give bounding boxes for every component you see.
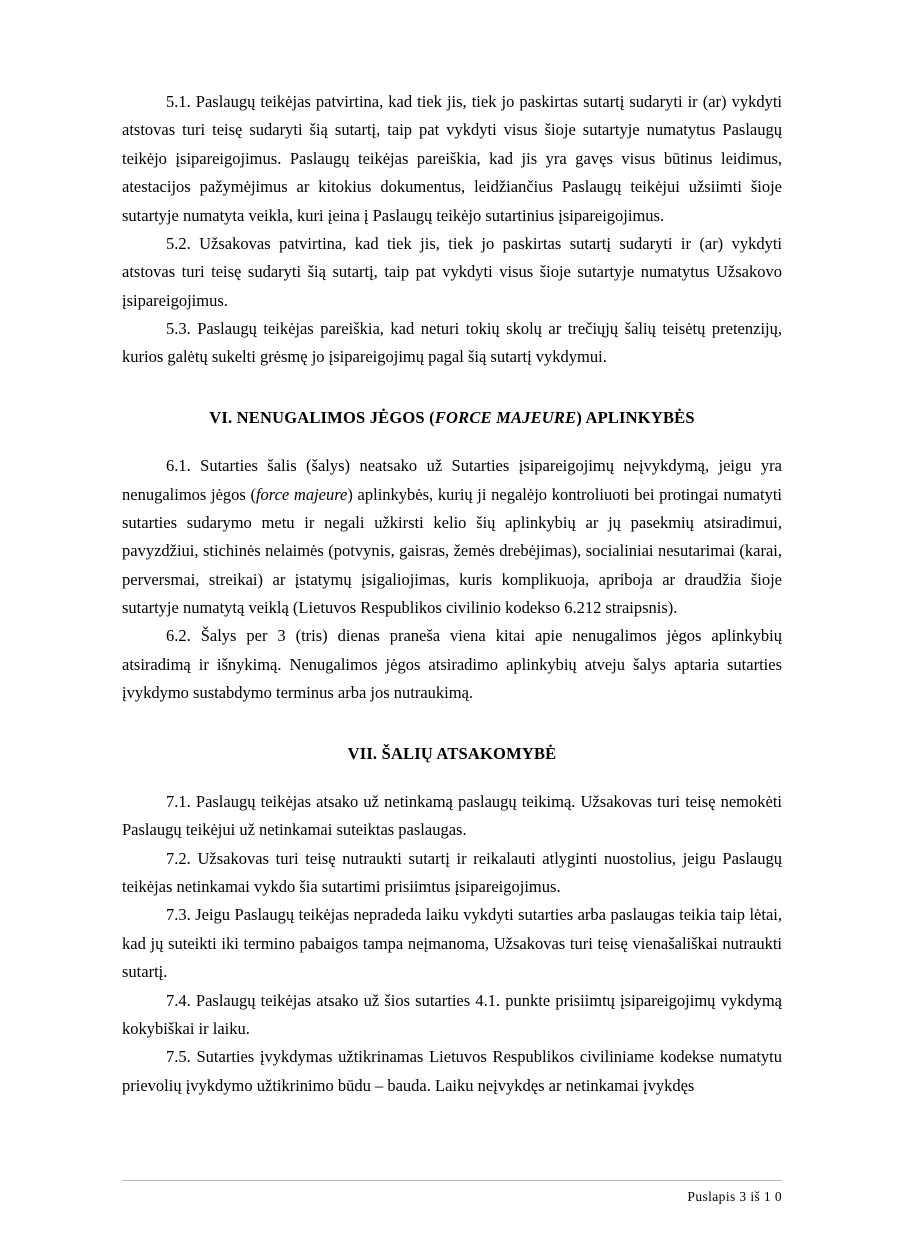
heading-vii: VII. ŠALIŲ ATSAKOMYBĖ (347, 743, 557, 763)
page-footer (122, 1180, 782, 1205)
clause-6-1-italic: force majeure (255, 484, 348, 504)
clause-5-3: 5.3. Paslaugų teikėjas pareiškia, kad neturi tokių skolų ar trečiųjų šalių teisėtų pretenzijų, kurios galėtų sukelti grėsmę jo įsipareigojimų pagal šią sutartį vykdymui. (122, 319, 782, 367)
clause-6-1-part-2: ) aplinkybės, kurių ji negalėjo kontroliuoti bei protingai numatyti sutarties sudarymo metu ir negali užkirsti kelio šių aplinkybių ar jų pasekmių atsiradimui, pavyzdžiui, stichinės nelaimės (potvynis, gaisras, žemės drebėjimas), socialiniai nesutarimai (karai, perversmai, streikai) ar įstatymų įsigaliojimas, kuris komplikuoja, apriboja ar draudžia šioje sutartyje numatytą veiklą (Lietuvos Respublikos civilinio kodekso 6.212 straipsnis). (122, 484, 782, 617)
heading-vi-italic: FORCE MAJEURE (434, 407, 577, 427)
clause-7-2: 7.2. Užsakovas turi teisę nutraukti sutartį ir reikalauti atlyginti nuostolius, jeigu Paslaugų teikėjas netinkamai vykdo šia sutartimi prisiimtus įsipareigojimus. (122, 848, 782, 896)
page-number-label: Puslapis 3 iš 1 0 (687, 1189, 782, 1204)
clause-6-2: 6.2. Šalys per 3 (tris) dienas praneša viena kitai apie nenugalimos jėgos aplinkybių atsiradimą ir išnykimą. Nenugalimos jėgos atsiradimo aplinkybių atveju šalys aptaria sutarties įvykdymo sustabdymo terminus arba jos nutraukimą. (122, 626, 782, 703)
heading-vi (122, 404, 782, 432)
document-body (122, 88, 782, 1100)
clause-5-2: 5.2. Užsakovas patvirtina, kad tiek jis, tiek jo paskirtas sutartį sudaryti ir (ar) vykdyti atstovas turi teisę sudaryti šią sutartį, taip pat vykdyti visus šioje sutartyje numatytus Užsakovo įsipareigojimus. (122, 233, 782, 310)
clause-5-1: 5.1. Paslaugų teikėjas patvirtina, kad tiek jis, tiek jo paskirtas sutartį sudaryti ir (ar) vykdyti atstovas turi teisę sudaryti šią sutartį, taip pat vykdyti visus šioje sutartyje numatytus Paslaugų teikėjo įsipareigojimus. Paslaugų teikėjas pareiškia, kad jis yra gavęs visus būtinus leidimus, atestacijos pažymėjimus ar kitokius dokumentus, leidžiančius Paslaugų teikėjui užsiimti šioje sutartyje numatyta veikla, kuri įeina į Paslaugų teikėjo sutartinius įsipareigojimus. (122, 92, 782, 225)
heading-vi-suffix: ) APLINKYBĖS (576, 407, 695, 427)
clause-7-4: 7.4. Paslaugų teikėjas atsako už šios sutarties 4.1. punkte prisiimtų įsipareigojimų vykdymą kokybiškai ir laiku. (122, 990, 782, 1038)
clause-7-5: 7.5. Sutarties įvykdymas užtikrinamas Lietuvos Respublikos civiliniame kodekse numatytu prievolių įvykdymo užtikrinimo būdu – bauda. Laiku neįvykdęs ar netinkamai įvykdęs (122, 1047, 782, 1095)
heading-spacer-2 (122, 708, 782, 714)
clause-7-1: 7.1. Paslaugų teikėjas atsako už netinkamą paslaugų teikimą. Užsakovas turi teisę nemokėti Paslaugų teikėjui už netinkamai suteiktas paslaugas. (122, 791, 782, 840)
clause-6-1 (122, 452, 782, 622)
heading-vi-prefix: VI. NENUGALIMOS JĖGOS ( (209, 407, 435, 427)
heading-spacer (122, 372, 782, 378)
clause-7-3: 7.3. Jeigu Paslaugų teikėjas nepradeda laiku vykdyti sutarties arba paslaugas teikia taip lėtai, kad jų suteikti iki termino pabaigos tampa neįmanoma, Užsakovas turi teisę vienašališkai nutraukti sutartį. (122, 905, 782, 982)
clause-6-1-part-1: 6.1. Sutarties šalis (šalys) neatsako už Sutarties įsipareigojimų neįvykdymą, jeigu yra nenugalimos jėgos ( (122, 456, 782, 504)
